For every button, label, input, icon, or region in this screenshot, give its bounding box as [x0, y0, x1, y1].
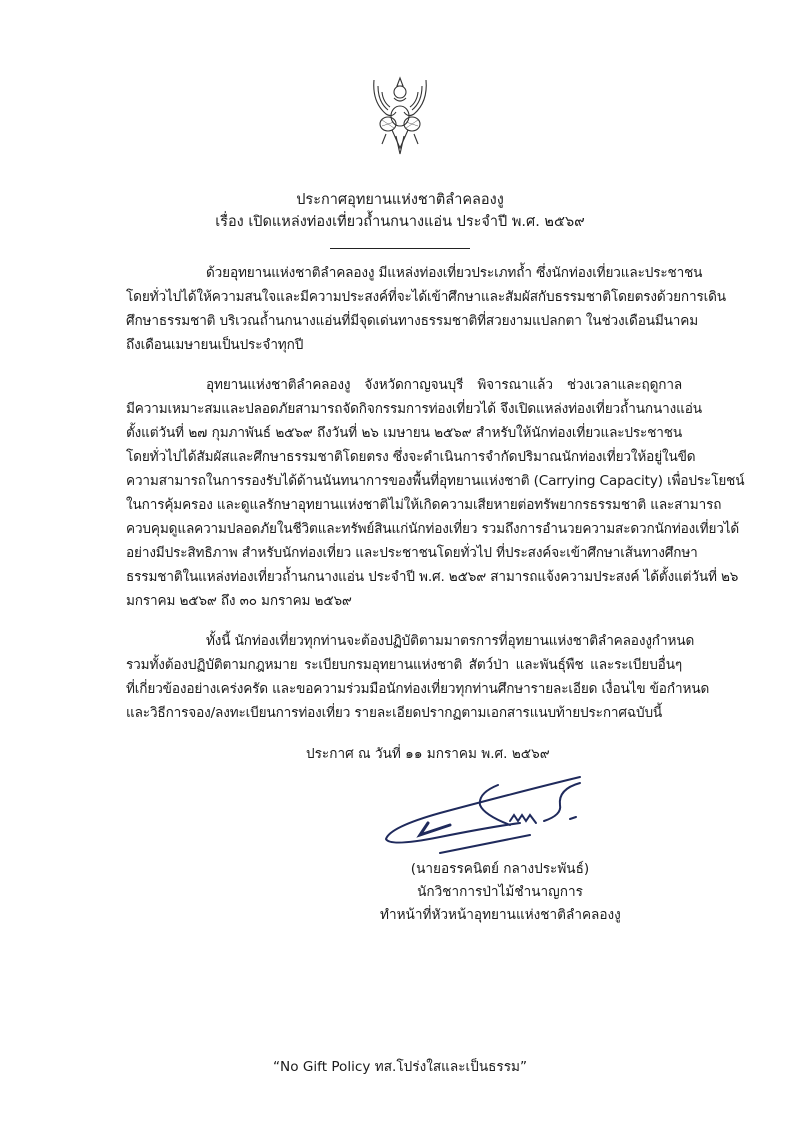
footer-slogan: “No Gift Policy ทส.โปร่งใสและเป็นธรรม” — [272, 1059, 528, 1075]
paragraph-line: โดยทั่วไปได้ให้ความสนใจและมีความประสงค์ที่จะได้เข้าศึกษาและสัมผัสกับธรรมชาติโดยตรงด้วยการเดิน — [126, 289, 726, 305]
signature-image — [380, 775, 590, 855]
paragraph-line: ศึกษาธรรมชาติ บริเวณถ้ำนกนางแอ่นที่มีจุดเด่นทางธรรมชาติที่สวยงามแปลกตา ในช่วงเดือนมีนาคม — [126, 313, 699, 329]
paragraph-line: ที่เกี่ยวข้องอย่างเคร่งครัด และขอความร่วมมือนักท่องเที่ยวทุกท่านศึกษารายละเอียด เงื่อนไข ข้อกำหนด — [126, 681, 710, 697]
paragraph-line: มีความเหมาะสมและปลอดภัยสามารถจัดกิจกรรมการท่องเที่ยวได้ จึงเปิดแหล่งท่องเที่ยวถ้ำนกนางแอ่น — [126, 401, 702, 417]
signer-name: (นายอรรคนิตย์ กลางประพันธ์) — [410, 861, 590, 877]
paragraph-line: ตั้งแต่วันที่ ๒๗ กุมภาพันธ์ ๒๕๖๙ ถึงวันที่ ๒๖ เมษายน ๒๕๖๙ สำหรับให้นักท่องเที่ยวและประชาชน — [126, 425, 682, 441]
paragraph-line: ทั้งนี้ นักท่องเที่ยวทุกท่านจะต้องปฏิบัติตามมาตรการที่อุทยานแห่งชาติลำคลองงูกำหนด — [206, 633, 695, 649]
paragraph-line: และวิธีการจอง/ลงทะเบียนการท่องเที่ยว รายละเอียดปรากฏตามเอกสารแนบท้ายประกาศฉบับนี้ — [126, 705, 663, 721]
announcement-date: ประกาศ ณ วันที่ ๑๑ มกราคม พ.ศ. ๒๕๖๙ — [306, 746, 550, 762]
paragraph-line: โดยทั่วไปได้สัมผัสและศึกษาธรรมชาติโดยตรง ซึ่งจะดำเนินการจำกัดปริมาณนักท่องเที่ยวให้อยู่ในขีด — [126, 449, 696, 465]
garuda-emblem-icon — [368, 72, 432, 156]
paragraph-line: รวมทั้งต้องปฏิบัติตามกฎหมาย ระเบียบกรมอุทยานแห่งชาติ สัตว์ป่า และพันธุ์พืช และระเบียบอื่นๆ — [126, 657, 682, 673]
paragraph-line: ถึงเดือนเมษายนเป็นประจำทุกปี — [126, 337, 304, 353]
paragraph-line: ธรรมชาติในแหล่งท่องเที่ยวถ้ำนกนางแอ่น ประจำปี พ.ศ. ๒๕๖๙ สามารถแจ้งความประสงค์ ได้ตั้งแต่วันที่ ๒๖ — [126, 569, 739, 585]
signer-position: นักวิชาการป่าไม้ชำนาญการ — [417, 884, 583, 900]
announcement-title: ประกาศอุทยานแห่งชาติลำคลองงู — [296, 192, 504, 208]
paragraph-line: ในการคุ้มครอง และดูแลรักษาอุทยานแห่งชาติไม่ให้เกิดความเสียหายต่อทรัพยากรธรรมชาติ และสามารถ — [126, 497, 722, 513]
signer-role: ทำหน้าที่หัวหน้าอุทยานแห่งชาติลำคลองงู — [380, 907, 621, 923]
paragraph-line: อุทยานแห่งชาติลำคลองงู จังหวัดกาญจนบุรี พิจารณาแล้ว ช่วงเวลาและฤดูกาล — [206, 377, 682, 393]
paragraph-line: ควบคุมดูแลความปลอดภัยในชีวิตและทรัพย์สินแก่นักท่องเที่ยว รวมถึงการอำนวยความสะดวกนักท่องเที่ยวได้ — [126, 521, 740, 537]
announcement-subject: เรื่อง เปิดแหล่งท่องเที่ยวถ้ำนกนางแอ่น ประจำปี พ.ศ. ๒๕๖๙ — [215, 214, 585, 230]
header-divider — [330, 248, 470, 249]
paragraph-line: มกราคม ๒๕๖๙ ถึง ๓๐ มกราคม ๒๕๖๙ — [126, 593, 352, 609]
paragraph-line: อย่างมีประสิทธิภาพ สำหรับนักท่องเที่ยว และประชาชนโดยทั่วไป ที่ประสงค์จะเข้าศึกษาเส้นทางศึกษา — [126, 545, 698, 561]
paragraph-line: ด้วยอุทยานแห่งชาติลำคลองงู มีแหล่งท่องเที่ยวประเภทถ้ำ ซึ่งนักท่องเที่ยวและประชาชน — [206, 265, 703, 281]
paragraph-line: ความสามารถในการรองรับได้ด้านนันทนาการของพื้นที่อุทยานแห่งชาติ (Carrying Capacity) เพื่อประโยชน์ — [126, 473, 745, 489]
